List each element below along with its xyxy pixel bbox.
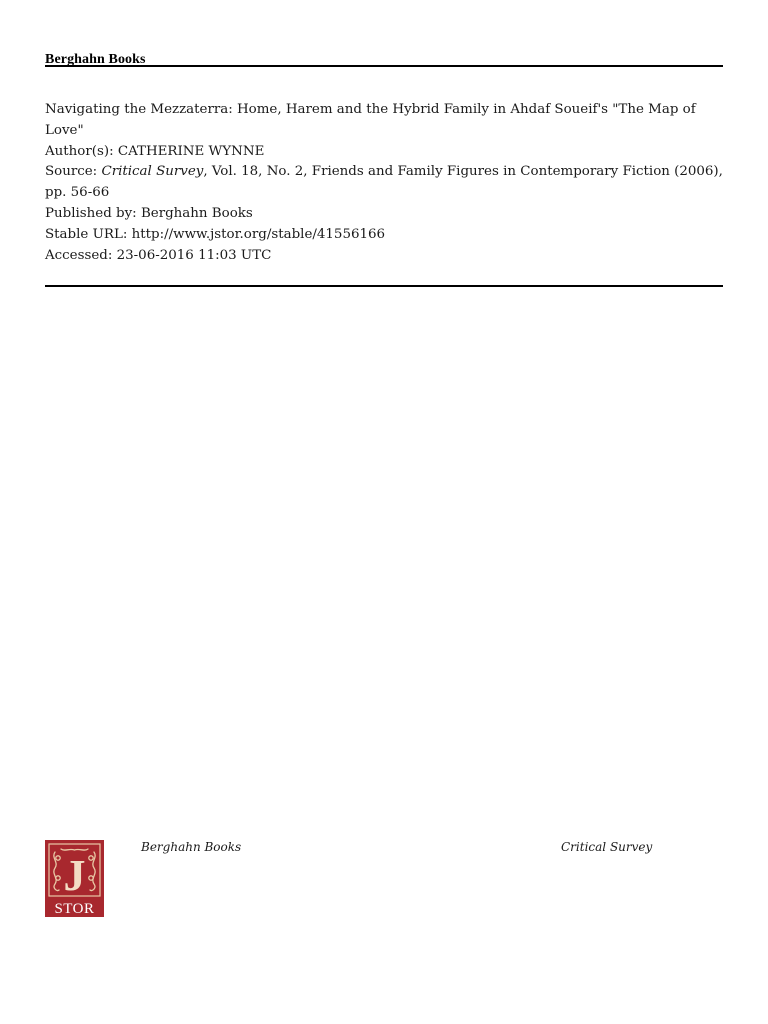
stable-url-line [45,225,723,246]
jstor-logo-icon[interactable] [45,840,104,917]
stable-url-label: Stable URL: [45,226,132,242]
accessed-line [45,246,723,267]
published-line [45,204,723,225]
author-line [45,142,723,163]
source-label: Source: [45,164,102,180]
stable-url-link[interactable]: http://www.jstor.org/stable/41556166 [131,226,386,242]
source-line [45,162,723,204]
accessed-date: 23-06-2016 11:03 UTC [116,247,272,263]
citation-block [45,100,723,266]
author-label: Author(s): [45,143,118,159]
jstor-logo-letter: J [63,851,86,900]
footer-publisher-link[interactable]: Berghahn Books [141,840,242,854]
author-name: CATHERINE WYNNE [117,143,265,159]
jstor-logo-text: STOR [54,901,95,917]
header-rule [45,65,723,67]
publisher-header: Berghahn Books [45,52,146,67]
accessed-label: Accessed: [45,247,117,263]
published-by: Berghahn Books [140,205,253,221]
article-title: Navigating the Mezzaterra: Home, Harem and the Hybrid Family in Ahdaf Soueif's "The Map of Love" [45,102,696,138]
source-details: , Vol. 18, No. 2, Friends and Family Figures in Contemporary Fiction (2006), pp. 56-66 [45,164,723,201]
citation-rule [45,285,723,287]
footer-journal-link[interactable]: Critical Survey [561,840,653,854]
source-journal: Critical Survey [101,164,204,180]
published-label: Published by: [45,205,141,221]
